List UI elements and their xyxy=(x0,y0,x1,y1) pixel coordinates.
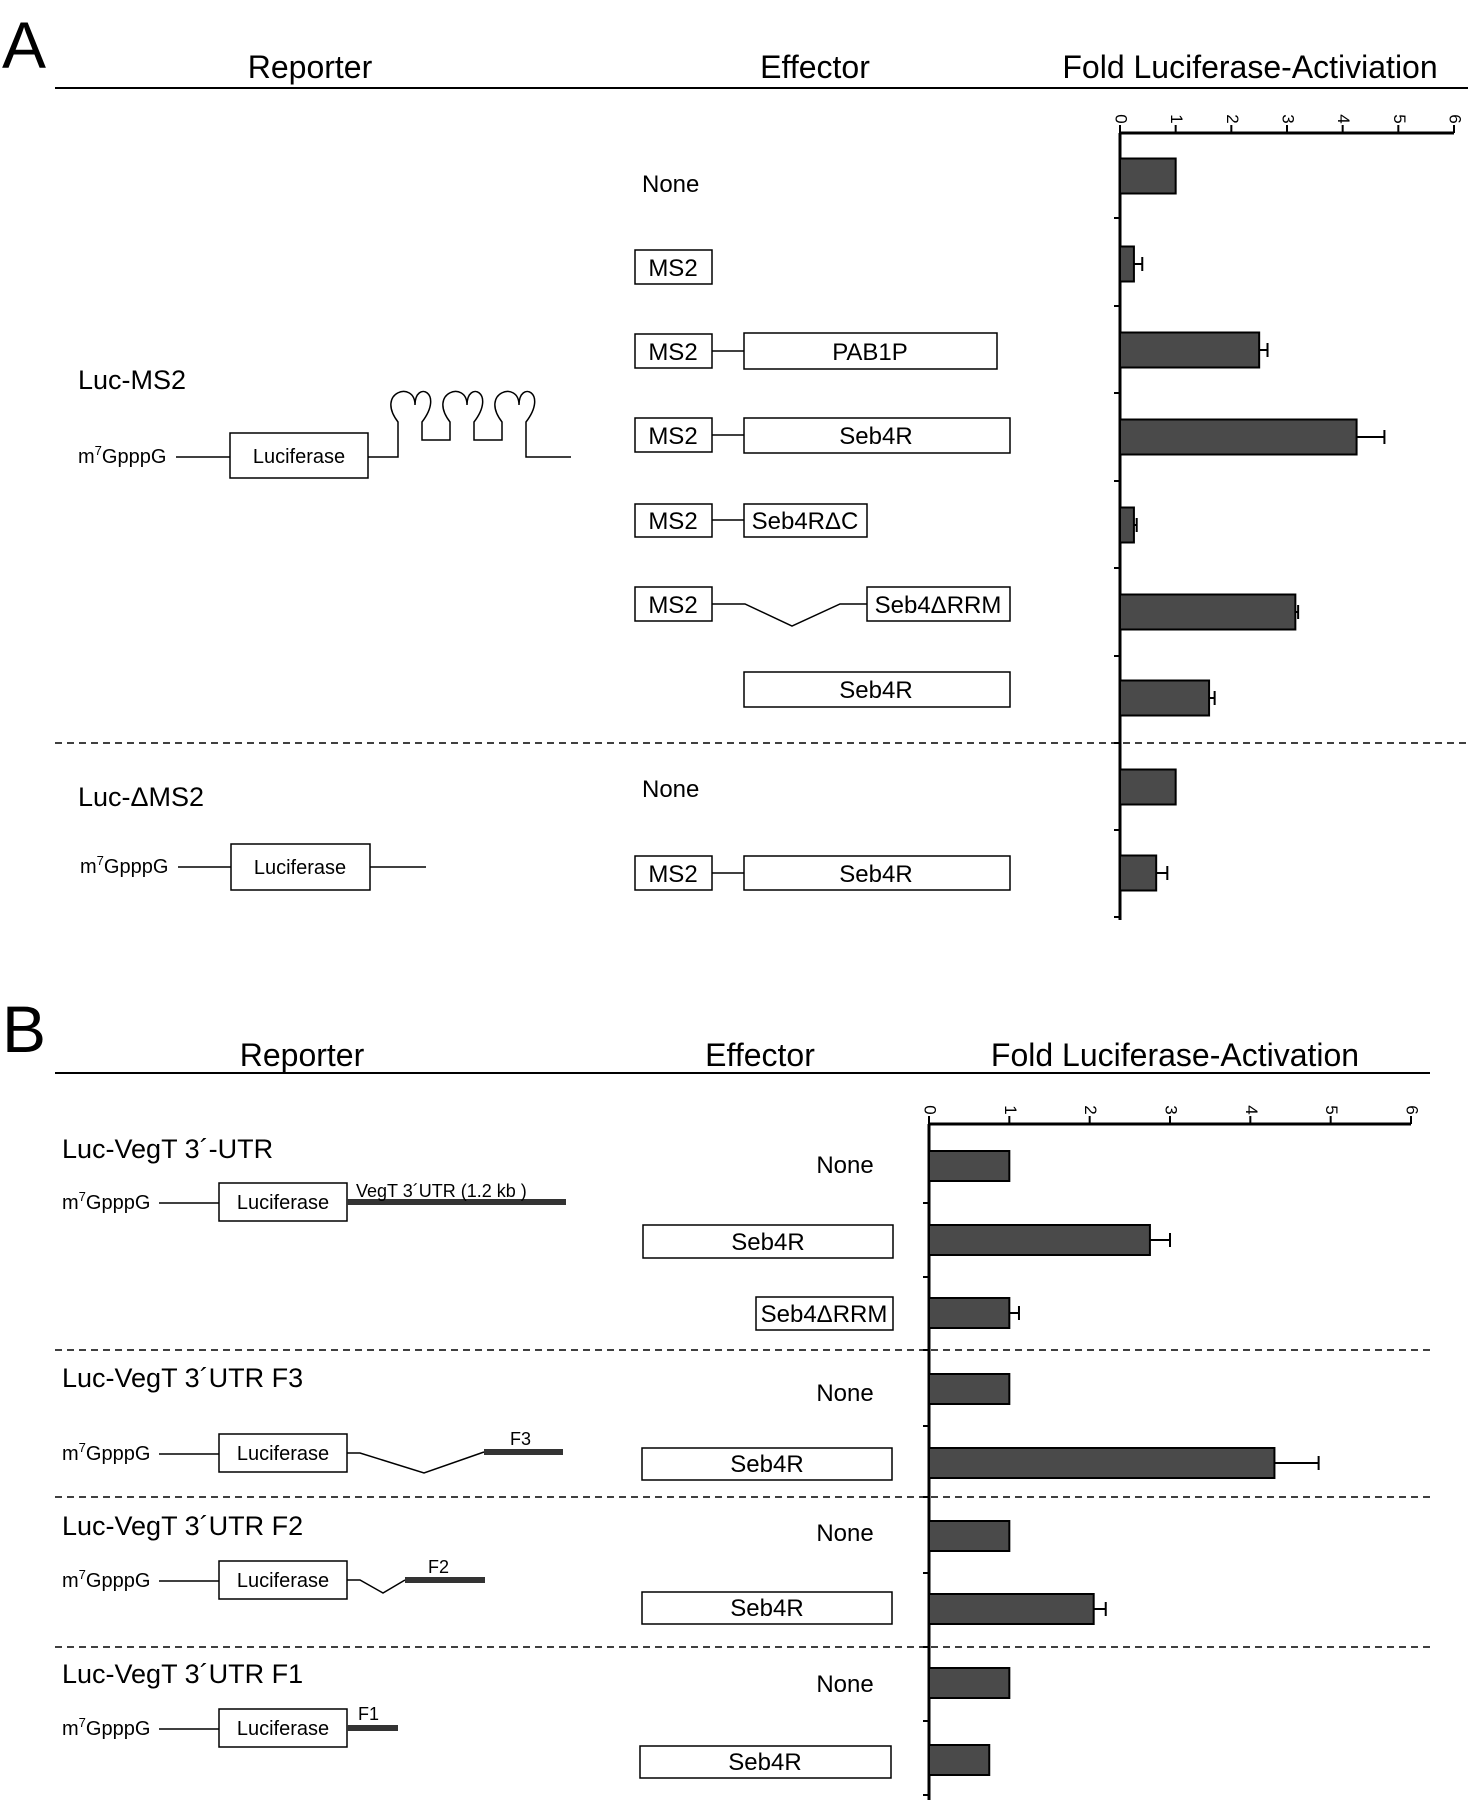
utr-label: F2 xyxy=(428,1557,450,1577)
deletion-line xyxy=(347,1452,484,1473)
panel-b-letter: B xyxy=(2,992,47,1066)
cap-label: $m^7GpppG$ xyxy=(62,1440,151,1465)
deletion-line xyxy=(712,604,867,626)
effector-ms2-pab1p xyxy=(635,333,997,369)
x-tick-label: 5 xyxy=(1322,1105,1342,1115)
x-tick-label: 0 xyxy=(1111,114,1131,124)
bar xyxy=(1120,595,1295,630)
ms2-stem-loops xyxy=(368,391,571,457)
effector-none xyxy=(816,1380,873,1407)
effector-ms2-seb4r xyxy=(635,856,1010,890)
panel-b-reporter-header: Reporter xyxy=(239,1037,365,1073)
utr-label: F3 xyxy=(510,1429,532,1449)
utr-label: F1 xyxy=(358,1704,380,1724)
reporter-luc-vegt-f2 xyxy=(62,1511,485,1599)
luciferase-label: Luciferase xyxy=(236,1718,330,1740)
panel-a xyxy=(2,8,1468,920)
x-tick-label: 2 xyxy=(1081,1105,1101,1115)
luciferase-label: Luciferase xyxy=(252,446,346,468)
reporter-name: Luc-VegT 3´UTR F3 xyxy=(62,1363,304,1393)
reporter-name: Luc-VegT 3´UTR F1 xyxy=(62,1659,304,1689)
reporter-name: Luc-VegT 3´-UTR xyxy=(62,1134,274,1164)
reporter-luc-vegt-utr xyxy=(62,1134,566,1221)
effector-seb4drrm xyxy=(756,1297,893,1330)
chart-b xyxy=(921,1105,1422,1800)
protein-label: Seb4R xyxy=(731,1229,805,1256)
effector-seb4r xyxy=(640,1746,891,1778)
x-tick-label: 6 xyxy=(1445,114,1465,124)
effector-label: None xyxy=(642,171,700,198)
effector-seb4r xyxy=(744,672,1010,707)
x-tick-label: 5 xyxy=(1389,114,1409,124)
protein-label: Seb4R xyxy=(730,1595,804,1622)
protein-label: Seb4R xyxy=(730,1451,804,1478)
effector-seb4r xyxy=(642,1448,892,1480)
effector-seb4r xyxy=(642,1592,892,1624)
deletion-line xyxy=(347,1580,405,1593)
effector-label: None xyxy=(816,1520,874,1547)
bar xyxy=(929,1668,1009,1698)
cap-label: $m^7GpppG$ xyxy=(78,443,167,468)
bar xyxy=(929,1225,1150,1255)
reporter-name: Luc-ΔMS2 xyxy=(78,782,205,812)
protein-label: Seb4R xyxy=(728,1749,802,1776)
cap-label: $m^7GpppG$ xyxy=(62,1715,151,1740)
effector-none xyxy=(816,1671,873,1698)
bar xyxy=(1120,247,1134,282)
bar xyxy=(929,1594,1094,1624)
panel-b-chart-header: Fold Luciferase-Activation xyxy=(990,1037,1360,1073)
x-tick-label: 0 xyxy=(920,1105,940,1115)
panel-a-reporter-header: Reporter xyxy=(247,49,373,85)
effector-none xyxy=(642,776,699,803)
luciferase-label: Luciferase xyxy=(253,857,347,879)
utr-label: VegT 3´UTR (1.2 kb ) xyxy=(356,1181,527,1201)
ms2-label: MS2 xyxy=(648,861,698,888)
effector-ms2-seb4rdc xyxy=(635,504,867,537)
x-tick-label: 3 xyxy=(1278,114,1298,124)
luciferase-label: Luciferase xyxy=(236,1443,330,1465)
effector-label: None xyxy=(816,1152,874,1179)
ms2-label: MS2 xyxy=(648,339,698,366)
panel-b-effector-header: Effector xyxy=(705,1037,815,1073)
panel-a-letter: A xyxy=(2,8,47,82)
protein-label: Seb4R xyxy=(839,677,913,704)
protein-label: Seb4RΔC xyxy=(751,508,859,535)
protein-label: Seb4R xyxy=(839,423,913,450)
bar xyxy=(1120,159,1176,194)
bar xyxy=(1120,856,1156,891)
effector-label: None xyxy=(816,1671,874,1698)
effector-none xyxy=(642,171,699,198)
panel-a-chart-header: Fold Luciferase-Activiation xyxy=(1062,49,1438,85)
bar xyxy=(1120,508,1134,543)
cap-label: $m^7GpppG$ xyxy=(62,1567,151,1592)
panel-b xyxy=(2,992,1430,1800)
effector-ms2 xyxy=(635,250,712,284)
ms2-label: MS2 xyxy=(648,592,698,619)
reporter-luc-ms2 xyxy=(78,365,571,478)
cap-label: $m^7GpppG$ xyxy=(62,1189,151,1214)
effector-ms2-seb4drrm xyxy=(635,587,1010,626)
effector-none xyxy=(816,1520,873,1547)
reporter-luc-vegt-f1 xyxy=(62,1659,398,1747)
bar xyxy=(929,1374,1009,1404)
effector-none xyxy=(816,1152,873,1179)
x-tick-label: 2 xyxy=(1222,114,1242,124)
ms2-label: MS2 xyxy=(648,423,698,450)
bar xyxy=(929,1745,989,1775)
bar xyxy=(929,1151,1009,1181)
reporter-name: Luc-VegT 3´UTR F2 xyxy=(62,1511,304,1541)
x-tick-label: 1 xyxy=(1167,114,1187,124)
bar xyxy=(929,1521,1009,1551)
effector-seb4r xyxy=(643,1225,893,1258)
x-tick-label: 4 xyxy=(1241,1105,1261,1115)
ms2-label: MS2 xyxy=(648,508,698,535)
protein-label: PAB1P xyxy=(832,339,908,366)
x-tick-label: 4 xyxy=(1334,114,1354,124)
luciferase-label: Luciferase xyxy=(236,1570,330,1592)
chart-a xyxy=(1112,114,1465,920)
effector-label: None xyxy=(816,1380,874,1407)
x-tick-label: 3 xyxy=(1161,1105,1181,1115)
ms2-label: MS2 xyxy=(648,255,698,282)
reporter-name: Luc-MS2 xyxy=(78,365,187,395)
x-tick-label: 6 xyxy=(1402,1105,1422,1115)
reporter-luc-vegt-f3 xyxy=(62,1363,563,1473)
bar xyxy=(1120,681,1209,716)
bar xyxy=(929,1448,1274,1478)
bar xyxy=(1120,420,1357,455)
protein-label: Seb4ΔRRM xyxy=(760,1301,888,1328)
luciferase-label: Luciferase xyxy=(236,1192,330,1214)
effector-ms2-seb4r xyxy=(635,418,1010,453)
cap-label: $m^7GpppG$ xyxy=(80,853,169,878)
effector-label: None xyxy=(642,776,700,803)
bar xyxy=(929,1298,1009,1328)
panel-a-effector-header: Effector xyxy=(760,49,870,85)
reporter-luc-dms2 xyxy=(78,782,426,890)
protein-label: Seb4ΔRRM xyxy=(874,592,1002,619)
bar xyxy=(1120,333,1259,368)
x-tick-label: 1 xyxy=(1000,1105,1020,1115)
protein-label: Seb4R xyxy=(839,861,913,888)
bar xyxy=(1120,770,1176,805)
